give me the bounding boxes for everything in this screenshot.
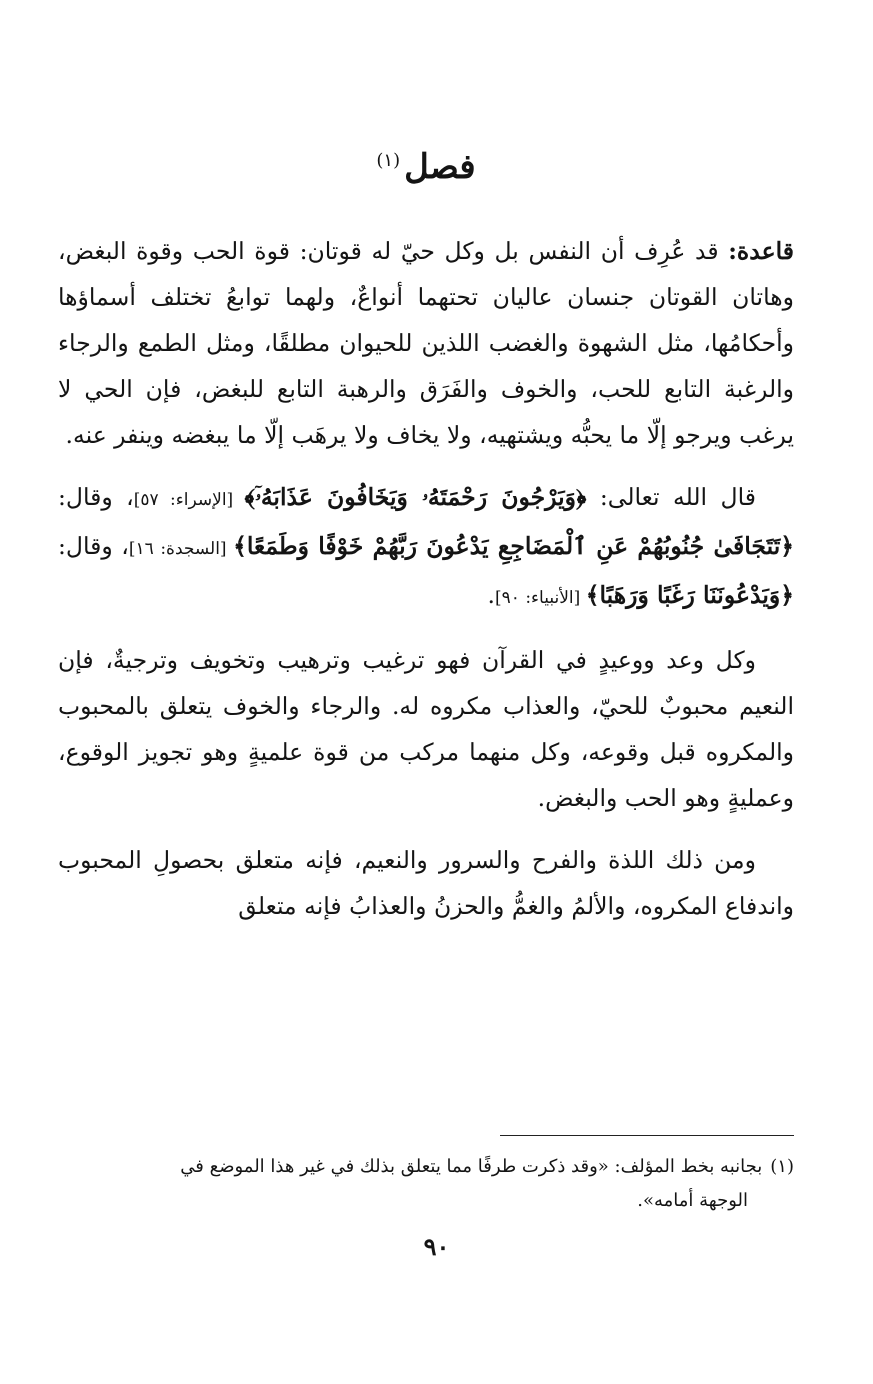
page-number: ٩٠ [423, 1232, 450, 1261]
paragraph-pleasure [58, 837, 794, 929]
footnote [58, 1150, 794, 1218]
paragraph-text: وكل وعد ووعيدٍ في القرآن فهو ترغيب وترهيب وتخويف وترجيةٌ، فإن النعيم محبوبٌ للحيّ، والعذاب مكروه له. والرجاء والخوف يتعلق بالمحبوب والمكروه قبل وقوعه، وكل منهما مركب من قوة علميةٍ وهو تجويز الوقوع، وعمليةٍ وهو الحب والبغض. [58, 646, 794, 812]
section-title: فصل [404, 147, 476, 187]
quran-verse: ﴿وَيَدْعُونَنَا رَغَبًا وَرَهَبًا﴾ [585, 581, 794, 609]
footnote-reference: (١) [376, 149, 401, 171]
quran-verse: ﴿تَتَجَافَىٰ جُنُوبُهُمْ عَنِ ٱلْمَضَاجِعِ يَدْعُونَ رَبَّهُمْ خَوْفًا وَطَمَعًا﴾ [233, 532, 794, 560]
verse-connector: ، وقال: [58, 532, 129, 560]
footnote-number: (١) [770, 1156, 794, 1177]
paragraph-text: ومن ذلك اللذة والفرح والسرور والنعيم، فإنه متعلق بحصولِ المحبوب واندفاع المكروه، والألمُ والغمُّ والحزنُ والعذابُ فإنه متعلق [58, 846, 794, 920]
footnote-line: بجانبه بخط المؤلف: «وقد ذكرت طرفًا مما يتعلق بذلك في غير هذا الموضع في [180, 1156, 763, 1177]
paragraph-verses [58, 474, 794, 621]
verse-reference: [الأنبياء: ٩٠] [495, 588, 586, 608]
section-heading [58, 147, 794, 187]
footnote-line: الوجهة أمامه». [637, 1190, 748, 1211]
footnote-divider [500, 1135, 794, 1136]
verse-connector: ، وقال: [58, 483, 134, 511]
verse-end: . [487, 581, 496, 609]
verse-intro: قال الله تعالى: [586, 483, 756, 511]
paragraph-promise [58, 637, 794, 821]
quran-verse: ﴿وَيَرْجُونَ رَحْمَتَهُۥ وَيَخَافُونَ عَذَابَهُۥٓ﴾ [244, 483, 587, 511]
verse-reference: [الإسراء: ٥٧] [133, 490, 245, 510]
paragraph-rule [58, 228, 794, 458]
verse-reference: [السجدة: ١٦] [128, 539, 234, 559]
rule-label: قاعدة: [728, 237, 794, 265]
page-body [58, 147, 794, 945]
paragraph-text: قد عُرِف أن النفس بل وكل حيّ له قوتان: قوة الحب وقوة البغض، وهاتان القوتان جنسان عاليان تحتهما أنواعٌ، ولهما توابعُ تختلف أسماؤها وأحكامُها، مثل الشهوة والغضب اللذين للحيوان مطلقًا، ومثل الطمع والرجاء والرغبة التابع للحب، والخوف والفَرَق والرهبة التابع للبغض، فإن الحي لا يرغب ويرجو إلّا ما يحبُّه ويشتهيه، ولا يخاف ولا يرهَب إلّا ما يبغضه وينفر عنه. [58, 237, 794, 449]
